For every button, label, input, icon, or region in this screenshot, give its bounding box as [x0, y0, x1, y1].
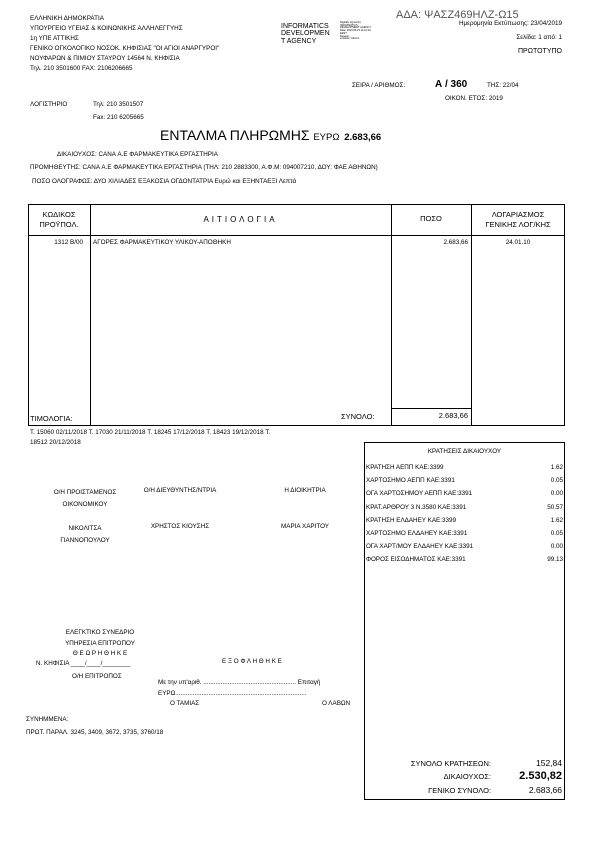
deduction-label: ΚΡΑΤΗΣΗ ΕΛΔΑΗΕΥ ΚΑΕ:3399	[366, 516, 457, 524]
stamp-detail: Reason:	[340, 34, 350, 38]
invoice-line: 18512 20/12/2018	[30, 439, 81, 446]
name-text: ΓΙΑΝΝΟΠΟΥΛΟΥ	[60, 537, 110, 544]
deduction-row	[366, 527, 563, 540]
col-header-amount: ΠΟΣΟ	[420, 214, 442, 223]
deduction-label: ΚΡΑΤΗΣΗ ΑΕΠΠ ΚΑΕ:3399	[366, 464, 444, 471]
table-col-divider	[471, 204, 472, 426]
col-header-account	[471, 210, 565, 230]
deductions-title: ΚΡΑΤΗΣΕΙΣ ΔΙΚΑΙΟΥΧΟΥ	[427, 448, 502, 455]
payment-table	[28, 204, 565, 426]
issuer-line: ΥΠΟΥΡΓΕΙΟ ΥΓΕΙΑΣ & ΚΟΙΝΩΝΙΚΗΣ ΑΛΛΗΛΕΓΓΥΗΣ	[30, 25, 183, 32]
deduction-value: 1.62	[550, 464, 563, 471]
row-account: 24.01.10	[505, 239, 531, 246]
stamp-line: T AGENCY	[281, 37, 317, 45]
signatory-role-finance	[40, 487, 130, 511]
stamp-detail: Date: 2019.04.23 11:12:19	[340, 29, 371, 33]
stamp-detail: DEVELOPMENT AGENCY	[340, 26, 372, 30]
signature-stamp-details	[340, 22, 371, 41]
issuer-line: 1η ΥΠΕ ΑΤΤΙΚΗΣ	[30, 35, 79, 42]
invoices-list	[30, 428, 270, 448]
issuer-line: ΝΟΥΦΑΡΩΝ & ΠΙΜΙΟΥ ΣΤΑΥΡΟΥ 14564 Ν. ΚΗΦΙΣΙΑ	[30, 55, 180, 62]
issuer-line: ΓΕΝΙΚΟ ΟΓΚΟΛΟΓΙΚΟ ΝΟΣΟΚ. ΚΗΦΙΣΙΑΣ "ΟΙ ΑΓΙΟΙ ΑΝΑΡΓΥΡΟΙ"	[30, 45, 220, 52]
stamp-detail: Digitally signed by	[340, 21, 361, 24]
amount-in-words: ΠΟΣΟ ΟΛΟΓΡΑΦΩΣ: ΔΥΟ ΧΙΛΙΑΔΕΣ ΕΞΑΚΟΣΙΑ ΟΓΔΟΝΤΑΤΡΙΑ Ευρώ και ΕΞΗΝΤΑΕΞΙ Λεπτά	[32, 178, 297, 185]
stamp-detail: Location: Athens	[340, 37, 360, 41]
fiscal-year: ΟΙΚΟΝ. ΕΤΟΣ: 2019	[445, 95, 503, 102]
header-text: ΚΩΔΙΚΟΣ	[42, 210, 76, 219]
supplier: ΠΡΟΜΗΘΕΥΤΗΣ: CANA Α.Ε ΦΑΡΜΑΚΕΥΤΙΚΑ ΕΡΓΑΣΤΗΡΙΑ (ΤΗΛ: 210 2883300, Α.Φ.Μ: 094007210, ΔΟΥ: ΦΑΕ ΑΘΗΝΩΝ)	[30, 164, 378, 171]
grand-total-label: ΓΕΝΙΚΟ ΣΥΝΟΛΟ:	[428, 786, 491, 795]
audit-line: ΥΠΗΡΕΣΙΑ ΕΠΙΤΡΟΠΟΥ	[65, 639, 135, 647]
title-text: ΕΝΤΑΛΜΑ ΠΛΗΡΩΜΗΣ	[160, 127, 310, 143]
table-total-value: 2.683,66	[438, 411, 468, 420]
signatory-name-finance	[40, 523, 130, 547]
series-label: ΣΕΙΡΑ / ΑΡΙΘΜΟΣ:	[352, 82, 406, 89]
cashier-label: Ο ΤΑΜΙΑΣ	[170, 700, 200, 707]
document-title	[160, 127, 381, 144]
net-payable-label: ΔΙΚΑΙΟΥΧΟΣ:	[443, 772, 491, 781]
stamp-line: DEVELOPMEN	[281, 30, 330, 38]
deduction-label: ΧΑΡΤΟΣΗΜΟ ΑΕΠΠ ΚΑΕ:3391	[366, 477, 455, 485]
audit-line: Θ Ε Ω Ρ Η Θ Η Κ Ε	[72, 650, 128, 657]
deduction-label: ΧΑΡΤΟΣΗΜΟ ΕΛΔΑΗΕΥ ΚΑΕ:3391	[366, 530, 468, 538]
title-amount: 2.683,66	[344, 132, 382, 143]
net-payable-value: 2.530,82	[519, 770, 562, 782]
total-cell-border	[391, 408, 471, 409]
deduction-row	[366, 553, 563, 566]
header-text: ΠΡΟΫΠΟΛ.	[39, 220, 79, 229]
audit-line: ΕΛΕΓΚΤΙΚΟ ΣΥΝΕΔΡΙΟ	[65, 629, 135, 636]
role-text: ΟΙΚΟΝΟΜΙΚΟΥ	[62, 501, 108, 508]
grand-total-value: 2.683,66	[528, 785, 562, 795]
original-label: ΠΡΩΤΟΤΥΠΟ	[518, 48, 562, 55]
paid-cheque-line: Με την υπ'αριθ. ..................................................... Επιταγή	[158, 679, 321, 686]
print-date: Ημερομηνία Εκτύπωσης: 23/04/2019	[458, 20, 562, 27]
signatory-role-director: Ο/Η ΔΙΕΥΘΥΝΤΗΣ/ΝΤΡΙΑ	[143, 487, 217, 494]
audit-city-date: Ν. ΚΗΦΙΣΙΑ ____/____/________	[36, 660, 131, 667]
date-label: ΤΗΣ: 22/04	[487, 82, 519, 89]
row-amount: 2.683,66	[443, 239, 468, 246]
deduction-value: 0.00	[550, 543, 563, 551]
table-total-label: ΣΥΝΟΛΟ:	[341, 412, 375, 421]
deduction-value: 1.62	[550, 516, 563, 524]
deductions-list	[366, 461, 563, 567]
deduction-value: 0.05	[550, 530, 563, 538]
signatory-name-director: ΧΡΗΣΤΟΣ ΚΙΟΥΣΗΣ	[150, 523, 210, 530]
table-col-divider	[90, 204, 91, 426]
title-currency: ΕΥΡΩ	[313, 132, 340, 143]
deduction-label: ΚΡΑΤ.ΑΡΘΡΟΥ 3 Ν.3580 ΚΑΕ:3391	[366, 503, 467, 511]
deduction-row	[366, 487, 563, 500]
attachments-text: ΠΡΩΤ. ΠΑΡΑΛ. 3245, 3409, 3672, 3735, 3760/18	[26, 729, 164, 736]
issuer-block	[30, 14, 219, 74]
role-text: Ο/Η ΠΡΟΙΣΤΑΜΕΝΟΣ	[53, 489, 117, 496]
invoices-label: ΤΙΜΟΛΟΓΙΑ:	[30, 414, 73, 423]
series-value: Α / 360	[435, 79, 468, 90]
paid-label: Ε Ξ Ο Φ Λ Η Θ Η Κ Ε	[222, 658, 282, 665]
row-reason: ΑΓΟΡΕΣ ΦΑΡΜΑΚΕΥΤΙΚΟΥ ΥΛΙΚΟΥ-ΑΠΟΘΗΚΗ	[93, 239, 231, 246]
signature-stamp-logo	[281, 23, 330, 45]
deductions-total-label: ΣΥΝΟΛΟ ΚΡΑΤΗΣΕΩΝ:	[410, 759, 491, 768]
deduction-row	[366, 540, 563, 553]
deduction-label: ΦΟΡΟΣ ΕΙΣΟΔΗΜΑΤΟΣ ΚΑΕ:3391	[366, 556, 466, 564]
table-header-divider	[28, 235, 565, 236]
deduction-value: 0.05	[550, 477, 563, 485]
col-header-code	[28, 210, 90, 230]
ada-number: ΑΔΑ: ΨΑΣΖ469ΗΛΖ-Ω15	[396, 9, 519, 21]
deduction-label: ΟΓΑ ΧΑΡΤΟΣΗΜΟΥ ΑΕΠΠ ΚΑΕ:3391	[366, 490, 473, 498]
name-text: ΝΙΚΟΛΙΤΣΑ	[68, 525, 102, 532]
row-code: 1312 Β/00	[54, 239, 83, 246]
deduction-label: ΟΓΑ ΧΑΡΤ/ΜΟΥ ΕΛΔΑΗΕΥ ΚΑΕ:3391	[366, 543, 474, 551]
deduction-row	[366, 501, 563, 514]
page-info: Σελίδα: 1 από: 1	[516, 34, 562, 41]
attachments-label: ΣΥΝΗΜΜΕΝΑ:	[26, 716, 69, 723]
col-header-reason: ΑΙΤΙΟΛΟΓΙΑ	[203, 215, 278, 224]
audit-block	[50, 628, 150, 660]
deduction-row	[366, 474, 563, 487]
receiver-label: Ο ΛΑΒΩΝ	[322, 700, 351, 707]
issuer-line: ΕΛΛΗΝΙΚΗ ΔΗΜΟΚΡΑΤΙΑ	[30, 15, 104, 22]
table-col-divider	[391, 204, 392, 426]
stamp-detail: EEST	[340, 31, 347, 35]
paid-euro-line: ΕΥΡΩ...........................................................................	[158, 690, 307, 697]
signatory-name-governor: ΜΑΡΙΑ ΧΑΡΙΤΟΥ	[281, 523, 329, 530]
deduction-value: 50.57	[547, 503, 563, 511]
deduction-value: 99.13	[547, 556, 563, 564]
stamp-line: INFORMATICS	[281, 23, 329, 30]
accounting-label: ΛΟΓΙΣΤΗΡΙΟ	[30, 101, 68, 108]
signatory-role-governor: Η ΔΙΟΙΚΗΤΡΙΑ	[284, 487, 326, 494]
issuer-line: Τηλ. 210 3501600 FAX: 2106206665	[30, 65, 133, 72]
deduction-row	[366, 514, 563, 527]
deductions-total-value: 152,84	[536, 758, 562, 768]
audit-commissioner: Ο/Η ΕΠΙΤΡΟΠΟΣ	[72, 673, 122, 680]
invoice-line: Τ. 15060 02/11/2018 Τ. 17030 21/11/2018 Τ. 18245 17/12/2018 Τ. 18423 19/12/2018 Τ.	[30, 429, 271, 436]
beneficiary: ΔΙΚΑΙΟΥΧΟΣ: CANA Α.Ε ΦΑΡΜΑΚΕΥΤΙΚΑ ΕΡΓΑΣΤΗΡΙΑ	[57, 151, 218, 158]
accounting-tel: Τηλ: 210 3501507	[93, 101, 144, 108]
deduction-row	[366, 461, 563, 474]
header-text: ΛΟΓΑΡΙΑΣΜΟΣ	[491, 210, 545, 219]
deduction-value: 0.00	[550, 490, 563, 498]
accounting-fax: Fax: 210 6205665	[93, 114, 144, 121]
stamp-detail: INFORMATICS	[340, 23, 358, 27]
header-text: ΓΕΝΙΚΗΣ ΛΟΓ/ΚΗΣ	[485, 220, 551, 229]
